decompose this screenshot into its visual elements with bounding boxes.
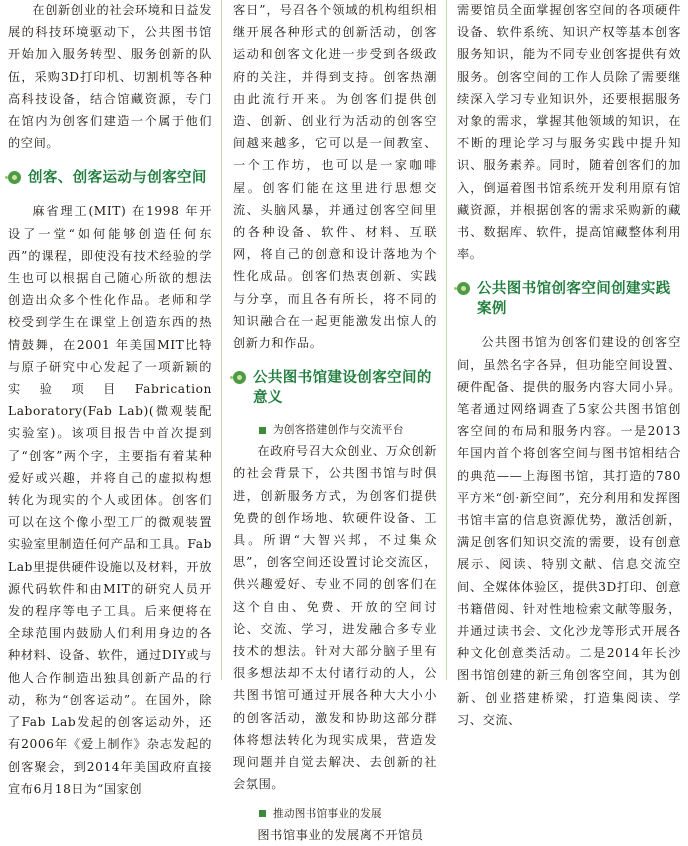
article-column-1 <box>8 0 212 796</box>
section-heading-makers <box>8 168 212 188</box>
section-heading-text: 公共图书馆创客空间创建实践案例 <box>477 281 671 318</box>
subheading-platform <box>233 420 437 440</box>
body-paragraph: 在政府号召大众创业、万众创新的社会背景下，公共图书馆与时俱进，创新服务方式，为创客们提供免费的创作场地、软硬件设备、工具。所谓“大智兴邦，不过集众思”，创客空间还设置讨论交流区，供兴趣爱好、专业不同的创客们在这个自由、免费、开放的空间讨论、交流、学习，进发融合多专业技术的想法。针对大部分脑子里有很多想法却不太付诸行动的人，公共图书馆可通过开展各种大大小小的创客活动，激发和协助这部分群体将想法转化为现实成果，营造发现问题并自觉去解决、去创新的社会氛围。 <box>233 444 437 792</box>
column-divider-right <box>446 0 447 680</box>
square-bullet-icon <box>259 427 266 434</box>
body-paragraph: 需要馆员全面掌握创客空间的各项硬件设备、软件系统、知识产权等基本创客服务知识，能为不同专业创客提供有效服务。创客空间的工作人员除了需要继续深入学习专业知识外，还要根据服务对象的需求，掌握其他领域的知识，在不断的理论学习与服务实践中提升知识、服务素养。同时，随着创客们的加入，倒逼着图书馆系统开发利用原有馆藏资源，并根据创客的需求采购新的藏书、数据库、软件，提高馆藏整体利用率。 <box>457 3 681 262</box>
section-heading-cases <box>457 279 681 319</box>
heading-bullet-icon <box>457 282 470 295</box>
article-column-3 <box>457 0 681 727</box>
subheading-library-development <box>233 804 437 824</box>
section-heading-text: 公共图书馆建设创客空间的意义 <box>253 370 432 407</box>
body-paragraph: 客日”，号召各个领域的机构组织相继开展各种形式的创新活动，创客运动和创客文化进一步受到各级政府的关注，并得到支持。创客热潮由此流行开来。为创客们提供创造、创新、创业行为活动的创客空间越来越多，它可以是一间教室、一个工作坊，也可以是一家咖啡屋。创客们能在这里进行思想交流、头脑风暴，并通过创客空间里的各种设备、软件、材料、互联网，将自己的创意和设计落地为个性化成品。创客们热衷创新、实践与分享，而且各有所长，将不同的知识融合在一起更能激发出惊人的创新力和作品。 <box>233 3 437 351</box>
subheading-text: 推动图书馆事业的发展 <box>273 807 382 820</box>
body-paragraph: 图书馆事业的发展离不开馆员 <box>257 827 424 842</box>
body-paragraph: 麻省理工(MIT) 在1998 年开设了一堂“如何能够创造任何东西”的课程，即使没有技术经验的学生也可以根据自己随心所欲的想法创造出众多个性化作品。老师和学校受到学生在课堂上创造东西的热情鼓舞，在2001 年美国MIT比特与原子研究中心发起了一项新颖的实验项目Fabrication Laboratory(Fab Lab)(微观装配实验室)。该项目报告中首次提到了“创客”两个字，主要指有着某种爱好或兴趣，并将自己的虚拟构想转化为现实的个人或团体。创客们可以在这个像小型工厂的微观装置实验室里制造任何产品和工具。Fab Lab里提供硬件设施以及材料，开放源代码软件和由MIT的研究人员开发的程序等电子工具。后来便将在全球范围内鼓励人们利用身边的各种材料、设备、软件，通过DIY或与他人合作制造出独具创新产品的行动，称为“创客运动”。在国外，除了Fab Lab发起的创客运动外，还有2006年《爱上制作》杂志发起的创客聚会，到2014年美国政府直接宣布6月18日为“国家创 <box>8 204 212 796</box>
square-bullet-icon <box>259 810 266 817</box>
body-paragraph: 在创新创业的社会环境和日益发展的科技环境驱动下，公共图书馆开始加入服务转型、服务创新的队伍，采购3D打印机、切割机等各种高科技设备，结合馆藏资源，专门在馆内为创客们建造一个属于他们的空间。 <box>8 3 212 151</box>
body-paragraph: 公共图书馆为创客们建设的创客空间，虽然名字各异，但功能空间设置、硬件配备、提供的服务内容大同小异。笔者通过网络调查了5家公共图书馆创客空间的布局和服务内容。一是2013年国内首个将创客空间与图书馆相结合的典范——上海图书馆，其打造的780平方米“创·新空间”，充分利用和发挥图书馆丰富的信息资源优势，激活创新，满足创客们知识交流的需要，设有创意展示、阅读、特别文献、信息交流空间、全媒体体验区，提供3D打印、创意书籍借阅、针对性地检索文献等服务，并通过读书会、文化沙龙等形式开展各种文化创意类活动。二是2014年长沙图书馆创建的新三角创客空间，其为创新、创业搭建桥梁，打造集阅读、学习、交流、 <box>457 335 681 727</box>
section-heading-text: 创客、创客运动与创客空间 <box>28 170 207 187</box>
heading-bullet-icon <box>233 371 246 384</box>
heading-bullet-icon <box>8 171 21 184</box>
article-column-2 <box>233 0 437 842</box>
column-divider-left <box>221 0 222 680</box>
section-heading-significance <box>233 368 437 408</box>
subheading-text: 为创客搭建创作与交流平台 <box>273 424 404 437</box>
